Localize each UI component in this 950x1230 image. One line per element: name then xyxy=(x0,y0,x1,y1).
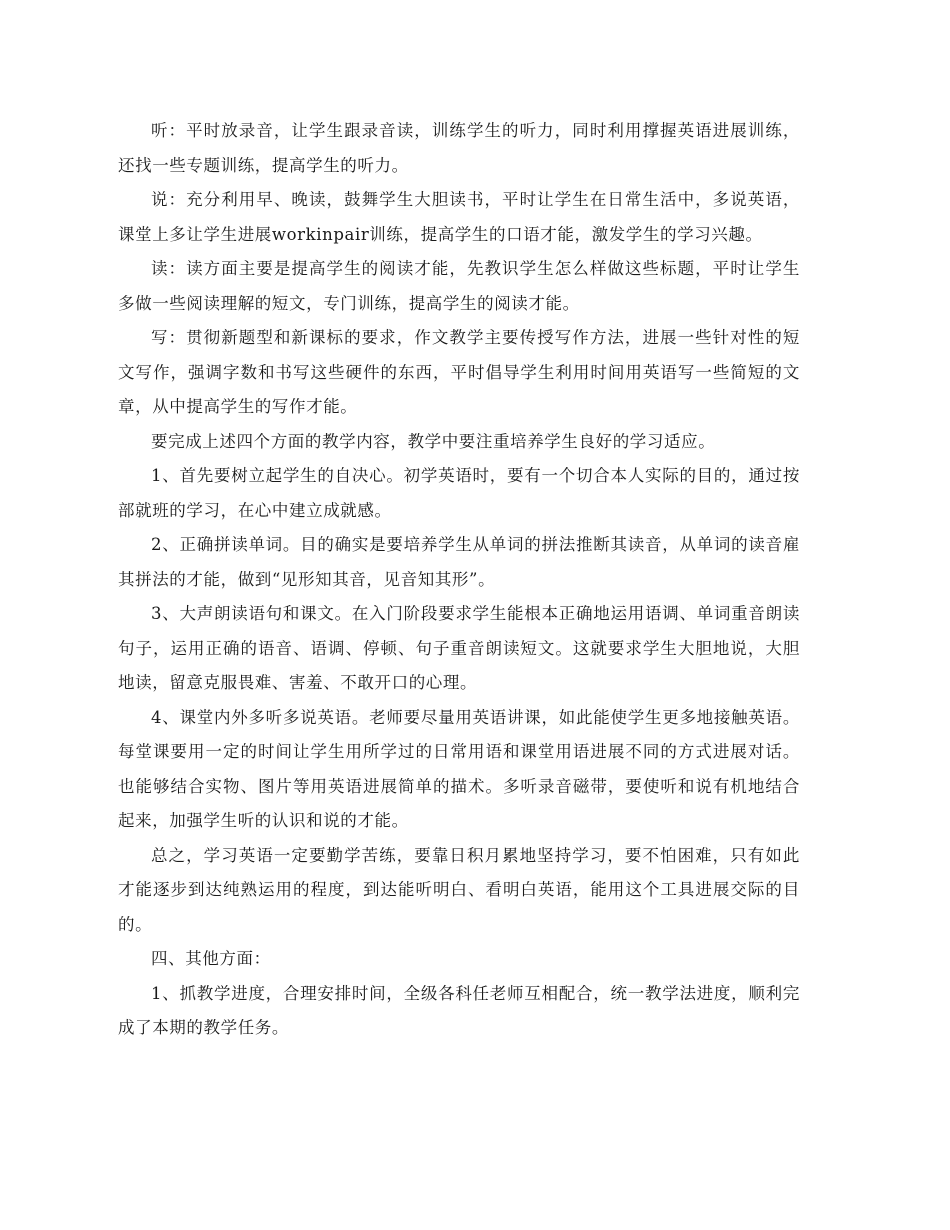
section-heading-other: 四、其他方面： xyxy=(151,949,271,968)
paragraph-habits-intro: 要完成上述四个方面的教学内容，教学中要注重培养学生良好的学习适应。 xyxy=(151,431,716,451)
document-body xyxy=(118,114,800,1046)
paragraph-item-2-spelling: 2、正确拼读单词。目的确实是要培养学生从单词的拼法推断其读音，从单词的读音雇其拼法的才能，做到“见形知其音，见音知其形”。 xyxy=(118,535,800,589)
paragraph-reading: 读：读方面主要是提高学生的阅读才能，先教识学生怎么样做这些标题，平时让学生多做一些阅读理解的短文，专门训练，提高学生的阅读才能。 xyxy=(118,259,800,313)
paragraph-item-4-listen-speak: 4、课堂内外多听多说英语。老师要尽量用英语讲课，如此能使学生更多地接触英语。每堂课要用一定的时间让学生用所学过的日常用语和课堂用语进展不同的方式进展对话。也能够结合实物、图片等用英语进展简单的描术。多听录音磁带，要使听和说有机地结合起来，加强学生听的认识和说的才能。 xyxy=(118,707,800,830)
paragraph-item-1-confidence: 1、首先要树立起学生的自决心。初学英语时，要有一个切合本人实际的目的，通过按部就班的学习，在心中建立成就感。 xyxy=(118,466,800,520)
paragraph-writing: 写：贯彻新题型和新课标的要求，作文教学主要传授写作方法，进展一些针对性的短文写作，强调字数和书写这些硬件的东西，平时倡导学生利用时间用英语写一些简短的文章，从中提高学生的写作才能。 xyxy=(118,328,800,416)
paragraph-summary: 总之，学习英语一定要勤学苦练，要靠日积月累地坚持学习，要不怕困难，只有如此才能逐步到达纯熟运用的程度，到达能听明白、看明白英语，能用这个工具进展交际的目的。 xyxy=(118,845,800,934)
paragraph-other-item-1: 1、抓教学进度，合理安排时间，全级各科任老师互相配合，统一教学法进度，顺利完成了本期的教学任务。 xyxy=(118,983,800,1037)
paragraph-listening: 听：平时放录音，让学生跟录音读，训练学生的听力，同时利用撑握英语进展训练，还找一些专题训练，提高学生的听力。 xyxy=(118,121,800,175)
paragraph-speaking: 说：充分利用早、晚读，鼓舞学生大胆读书，平时让学生在日常生活中，多说英语，课堂上多让学生进展workinpair训练，提高学生的口语才能，激发学生的学习兴趣。 xyxy=(118,190,800,244)
paragraph-item-3-reading-aloud: 3、大声朗读语句和课文。在入门阶段要求学生能根本正确地运用语调、单词重音朗读句子，运用正确的语音、语调、停顿、句子重音朗读短文。这就要求学生大胆地说，大胆地读，留意克服畏难、害羞、不敢开口的心理。 xyxy=(118,604,800,692)
